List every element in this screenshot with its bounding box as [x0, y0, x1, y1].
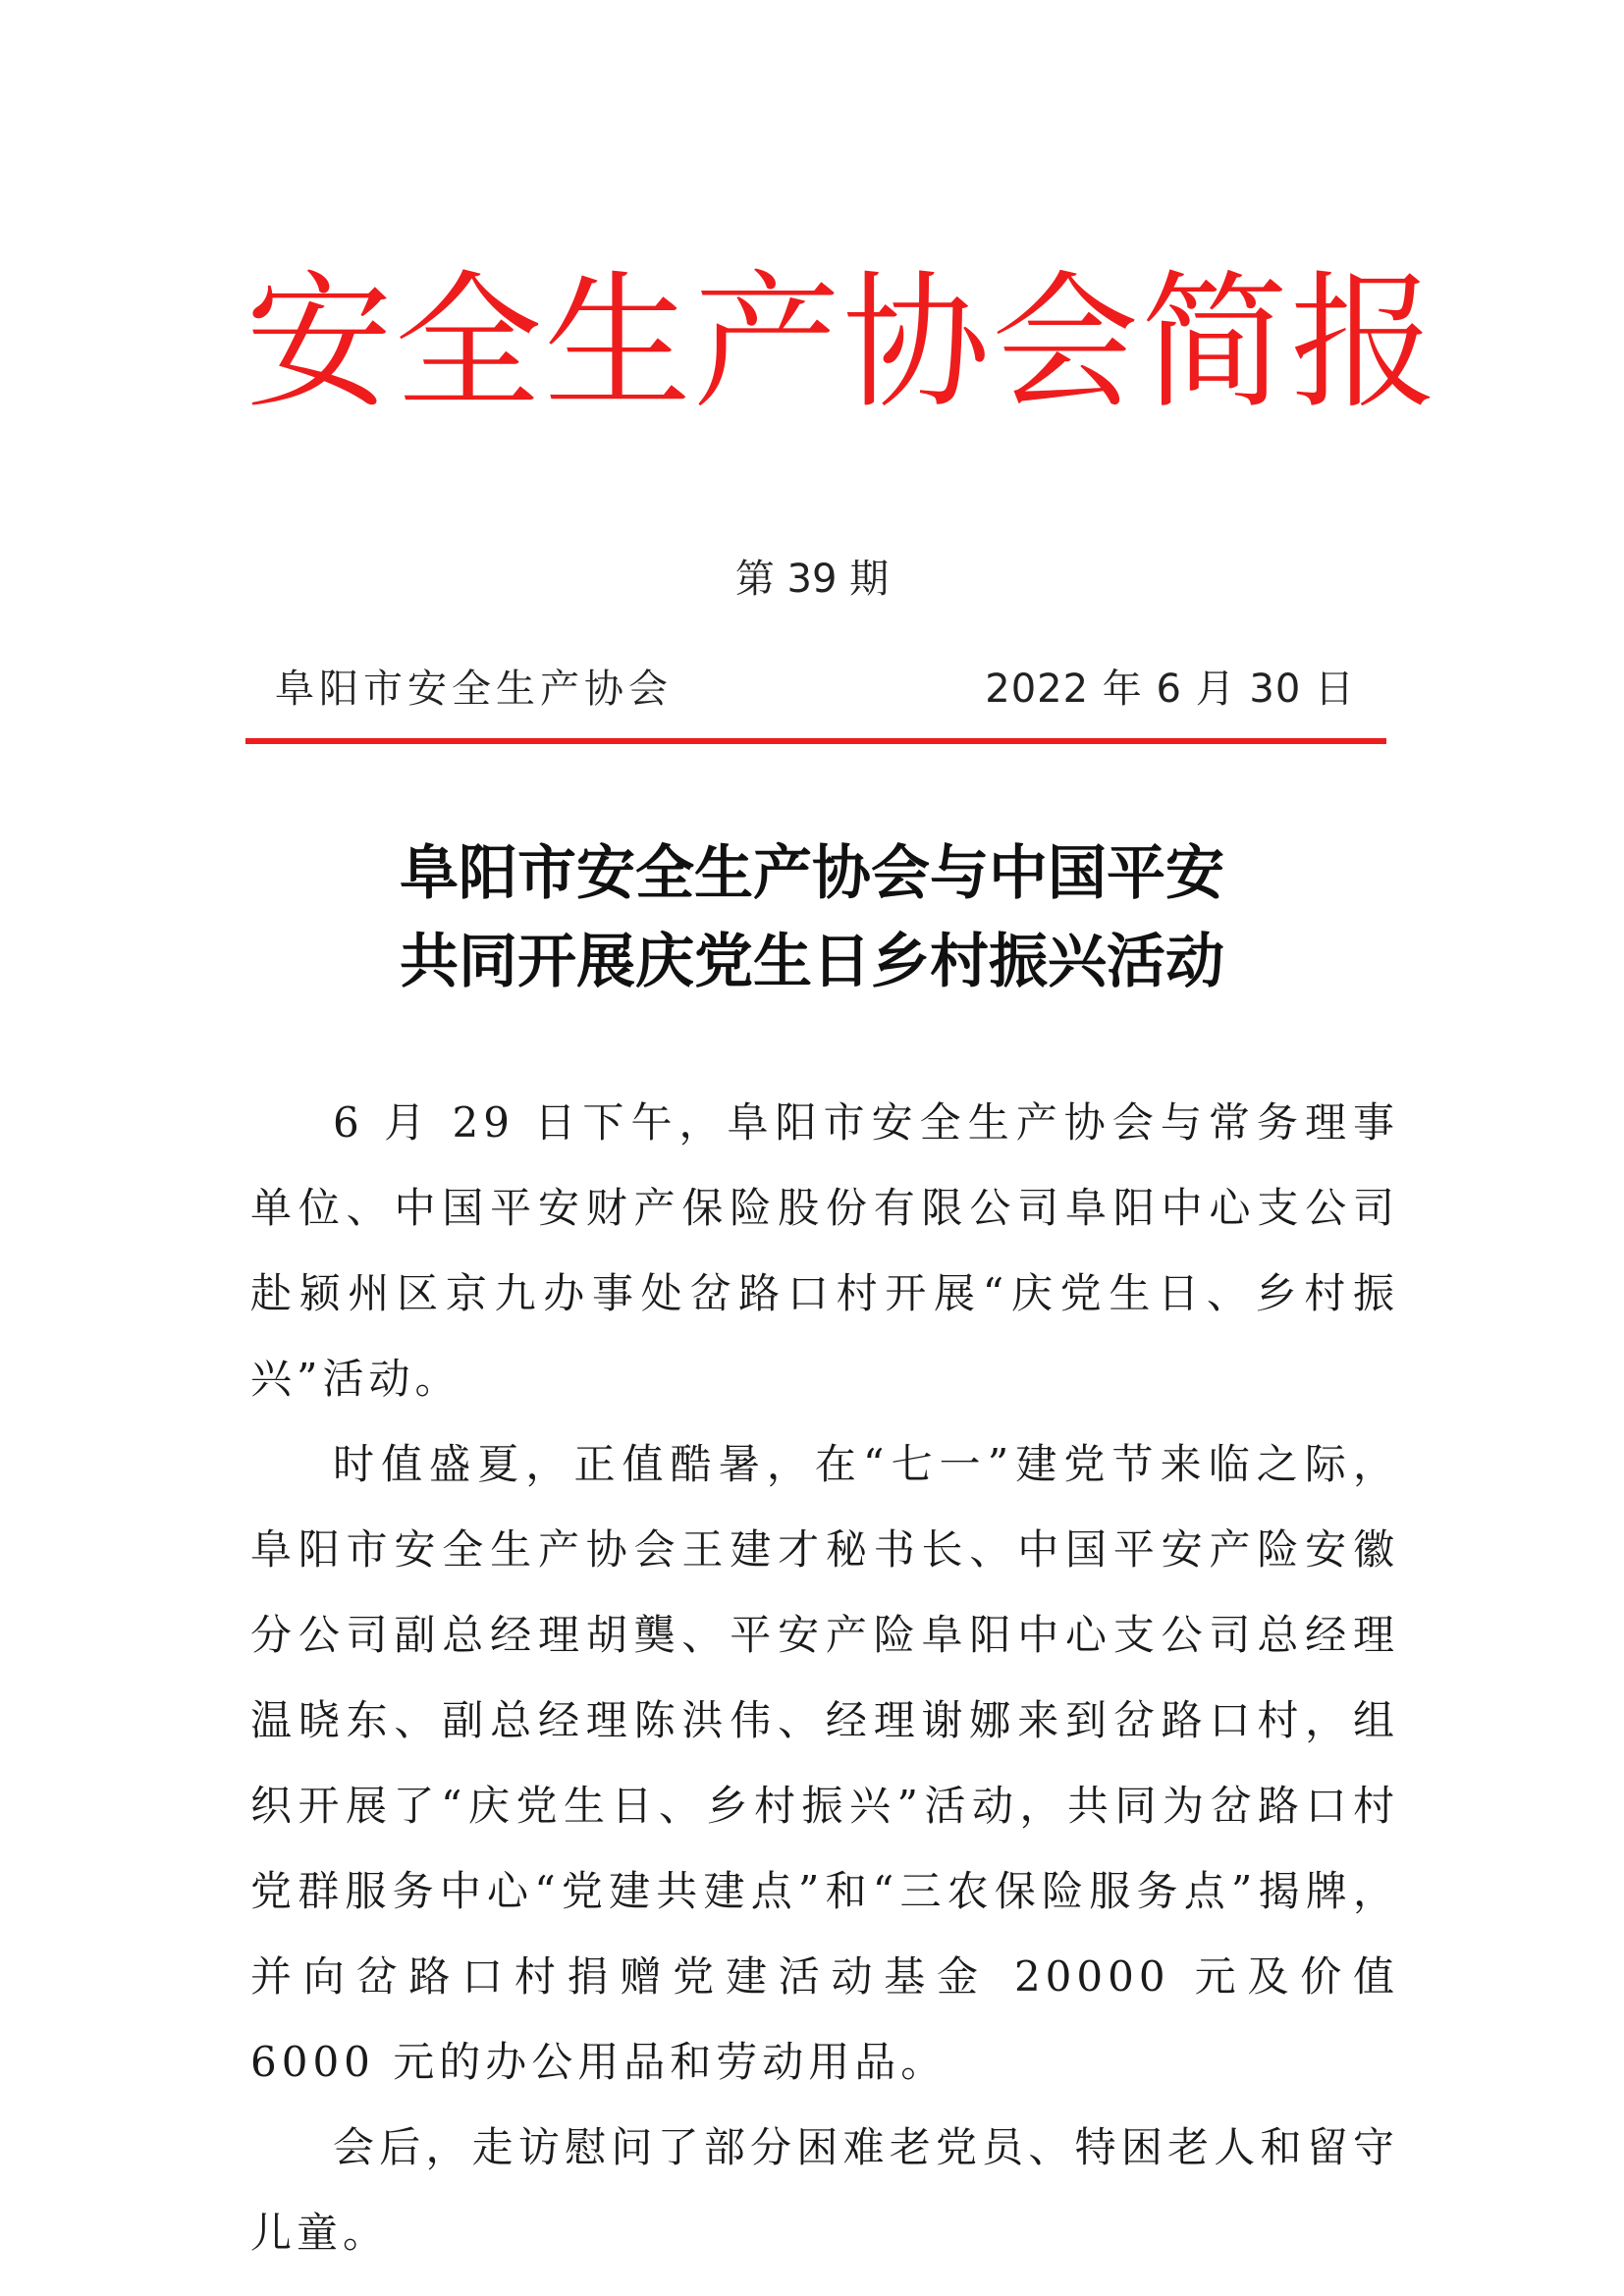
article-body [250, 1080, 1399, 2275]
article-headline [0, 829, 1624, 1006]
article-headline-line-1: 阜阳市安全生产协会与中国平安 [400, 839, 1224, 908]
article-headline-line-2: 共同开展庆党生日乡村振兴活动 [400, 928, 1224, 996]
red-divider-line [245, 738, 1386, 744]
article-paragraph-3: 会后，走访慰问了部分困难老党员、特困老人和留守儿童。 [250, 2123, 1399, 2257]
article-paragraph-2: 时值盛夏，正值酷暑，在“七一”建党节来临之际，阜阳市安全生产协会王建才秘书长、中国平安产险安徽分公司副总经理胡龑、平安产险阜阳中心支公司总经理温晓东、副总经理陈洪伟、经理谢娜来到岔路口村，组织开展了“庆党生日、乡村振兴”活动，共同为岔路口村党群服务中心“党建共建点”和“三农保险服务点”揭牌，并向岔路口村捐赠党建活动基金 20000 元及价值 6000 元的办公用品和劳动用品。 [250, 1440, 1399, 2086]
issue-number: 第 39 期 [734, 557, 890, 602]
bulletin-masthead-title: 安全生产协会简报 [245, 258, 1440, 429]
article-paragraph-1: 6 月 29 日下午，阜阳市安全生产协会与常务理事单位、中国平安财产保险股份有限公司阜阳中心支公司赴颍州区京九办事处岔路口村开展“庆党生日、乡村振兴”活动。 [250, 1098, 1399, 1403]
issuer-row [275, 660, 1355, 719]
issue-date: 2022 年 6 月 30 日 [985, 667, 1355, 712]
issuer-name: 阜阳市安全生产协会 [275, 667, 673, 712]
